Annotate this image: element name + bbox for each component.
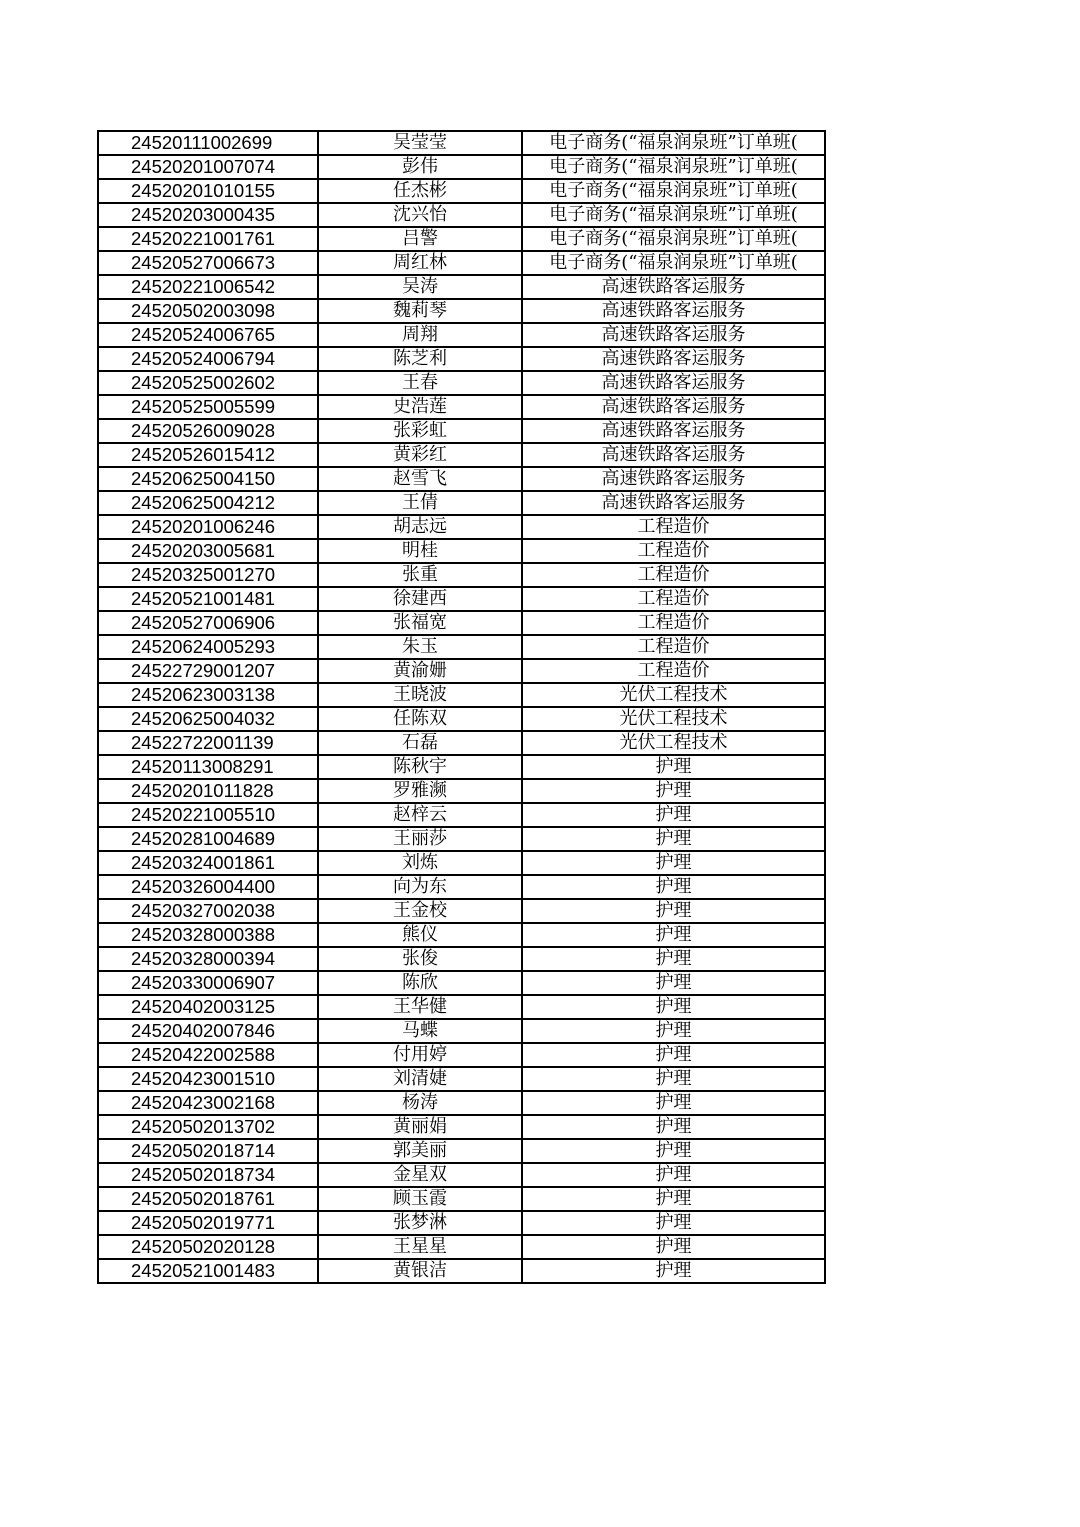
table-row bbox=[98, 635, 825, 659]
table-row bbox=[98, 443, 825, 467]
table-row bbox=[98, 1259, 825, 1283]
table-row bbox=[98, 947, 825, 971]
table-row bbox=[98, 395, 825, 419]
major-cell: 电子商务(“福泉润泉班”订单班( bbox=[522, 203, 825, 227]
exam-number-cell: 24520328000388 bbox=[98, 923, 318, 947]
exam-number-cell: 24520524006794 bbox=[98, 347, 318, 371]
exam-number-cell: 24520402007846 bbox=[98, 1019, 318, 1043]
student-name-cell: 黄渝姗 bbox=[318, 659, 522, 683]
table-row bbox=[98, 755, 825, 779]
major-cell: 电子商务(“福泉润泉班”订单班( bbox=[522, 179, 825, 203]
student-name-cell: 郭美丽 bbox=[318, 1139, 522, 1163]
exam-number-cell: 24520203000435 bbox=[98, 203, 318, 227]
student-name-cell: 王丽莎 bbox=[318, 827, 522, 851]
table-row bbox=[98, 1211, 825, 1235]
exam-number-cell: 24520525005599 bbox=[98, 395, 318, 419]
major-cell: 护理 bbox=[522, 947, 825, 971]
major-cell: 电子商务(“福泉润泉班”订单班( bbox=[522, 227, 825, 251]
exam-number-cell: 24520201011828 bbox=[98, 779, 318, 803]
student-name-cell: 向为东 bbox=[318, 875, 522, 899]
student-name-cell: 史浩莲 bbox=[318, 395, 522, 419]
major-cell: 高速铁路客运服务 bbox=[522, 299, 825, 323]
student-name-cell: 张俊 bbox=[318, 947, 522, 971]
table-row bbox=[98, 491, 825, 515]
major-cell: 护理 bbox=[522, 1259, 825, 1283]
table-row bbox=[98, 1067, 825, 1091]
exam-number-cell: 24520502018714 bbox=[98, 1139, 318, 1163]
table-row bbox=[98, 731, 825, 755]
major-cell: 护理 bbox=[522, 803, 825, 827]
major-cell: 护理 bbox=[522, 923, 825, 947]
major-cell: 高速铁路客运服务 bbox=[522, 371, 825, 395]
major-cell: 护理 bbox=[522, 851, 825, 875]
student-name-cell: 任陈双 bbox=[318, 707, 522, 731]
table-row bbox=[98, 131, 825, 155]
student-name-cell: 朱玉 bbox=[318, 635, 522, 659]
student-name-cell: 黄丽娟 bbox=[318, 1115, 522, 1139]
student-name-cell: 杨涛 bbox=[318, 1091, 522, 1115]
table-row bbox=[98, 659, 825, 683]
major-cell: 护理 bbox=[522, 1163, 825, 1187]
exam-number-cell: 24520525002602 bbox=[98, 371, 318, 395]
major-cell: 高速铁路客运服务 bbox=[522, 275, 825, 299]
major-cell: 护理 bbox=[522, 1211, 825, 1235]
table-row bbox=[98, 1019, 825, 1043]
student-name-cell: 王华健 bbox=[318, 995, 522, 1019]
student-name-cell: 赵雪飞 bbox=[318, 467, 522, 491]
table-row bbox=[98, 923, 825, 947]
major-cell: 护理 bbox=[522, 1139, 825, 1163]
table-row bbox=[98, 899, 825, 923]
exam-number-cell: 24520502018761 bbox=[98, 1187, 318, 1211]
exam-number-cell: 24520502018734 bbox=[98, 1163, 318, 1187]
table-row bbox=[98, 515, 825, 539]
major-cell: 护理 bbox=[522, 1043, 825, 1067]
major-cell: 高速铁路客运服务 bbox=[522, 419, 825, 443]
student-name-cell: 赵梓云 bbox=[318, 803, 522, 827]
major-cell: 护理 bbox=[522, 1187, 825, 1211]
student-name-cell: 黄银洁 bbox=[318, 1259, 522, 1283]
exam-number-cell: 24520201010155 bbox=[98, 179, 318, 203]
table-row bbox=[98, 227, 825, 251]
student-name-cell: 吕警 bbox=[318, 227, 522, 251]
student-name-cell: 熊仪 bbox=[318, 923, 522, 947]
major-cell: 工程造价 bbox=[522, 563, 825, 587]
major-cell: 工程造价 bbox=[522, 635, 825, 659]
student-name-cell: 张彩虹 bbox=[318, 419, 522, 443]
major-cell: 光伏工程技术 bbox=[522, 683, 825, 707]
table-row bbox=[98, 875, 825, 899]
table-row bbox=[98, 1091, 825, 1115]
table-row bbox=[98, 995, 825, 1019]
student-name-cell: 王倩 bbox=[318, 491, 522, 515]
exam-number-cell: 24520623003138 bbox=[98, 683, 318, 707]
student-name-cell: 周翔 bbox=[318, 323, 522, 347]
exam-number-cell: 24520526015412 bbox=[98, 443, 318, 467]
table-row bbox=[98, 779, 825, 803]
student-name-cell: 刘清婕 bbox=[318, 1067, 522, 1091]
exam-number-cell: 24520502019771 bbox=[98, 1211, 318, 1235]
student-name-cell: 胡志远 bbox=[318, 515, 522, 539]
major-cell: 护理 bbox=[522, 995, 825, 1019]
exam-number-cell: 24520201006246 bbox=[98, 515, 318, 539]
table-row bbox=[98, 251, 825, 275]
exam-number-cell: 24520521001481 bbox=[98, 587, 318, 611]
table-row bbox=[98, 299, 825, 323]
exam-number-cell: 24520326004400 bbox=[98, 875, 318, 899]
student-name-cell: 付用婷 bbox=[318, 1043, 522, 1067]
exam-number-cell: 24520201007074 bbox=[98, 155, 318, 179]
table-row bbox=[98, 467, 825, 491]
table-row bbox=[98, 1187, 825, 1211]
exam-number-cell: 24520423001510 bbox=[98, 1067, 318, 1091]
exam-number-cell: 24520221001761 bbox=[98, 227, 318, 251]
major-cell: 护理 bbox=[522, 1115, 825, 1139]
exam-number-cell: 24520327002038 bbox=[98, 899, 318, 923]
table-row bbox=[98, 1163, 825, 1187]
table-row bbox=[98, 1139, 825, 1163]
major-cell: 光伏工程技术 bbox=[522, 731, 825, 755]
exam-number-cell: 24520624005293 bbox=[98, 635, 318, 659]
student-name-cell: 吴涛 bbox=[318, 275, 522, 299]
major-cell: 护理 bbox=[522, 1091, 825, 1115]
table-row bbox=[98, 323, 825, 347]
exam-number-cell: 24520111002699 bbox=[98, 131, 318, 155]
student-name-cell: 陈秋宇 bbox=[318, 755, 522, 779]
table-row bbox=[98, 1235, 825, 1259]
table-row bbox=[98, 179, 825, 203]
exam-number-cell: 24520203005681 bbox=[98, 539, 318, 563]
student-roster-table bbox=[97, 130, 826, 1284]
exam-number-cell: 24520521001483 bbox=[98, 1259, 318, 1283]
student-name-cell: 王金校 bbox=[318, 899, 522, 923]
table-row bbox=[98, 275, 825, 299]
exam-number-cell: 24520330006907 bbox=[98, 971, 318, 995]
exam-number-cell: 24520422002588 bbox=[98, 1043, 318, 1067]
table-row bbox=[98, 1043, 825, 1067]
major-cell: 工程造价 bbox=[522, 587, 825, 611]
table-row bbox=[98, 419, 825, 443]
exam-number-cell: 24522722001139 bbox=[98, 731, 318, 755]
exam-number-cell: 24520625004150 bbox=[98, 467, 318, 491]
table-row bbox=[98, 155, 825, 179]
major-cell: 护理 bbox=[522, 971, 825, 995]
exam-number-cell: 24520502003098 bbox=[98, 299, 318, 323]
student-name-cell: 王星星 bbox=[318, 1235, 522, 1259]
student-name-cell: 周红林 bbox=[318, 251, 522, 275]
exam-number-cell: 24520281004689 bbox=[98, 827, 318, 851]
student-name-cell: 刘炼 bbox=[318, 851, 522, 875]
table-row bbox=[98, 971, 825, 995]
major-cell: 护理 bbox=[522, 875, 825, 899]
student-name-cell: 罗雅濒 bbox=[318, 779, 522, 803]
major-cell: 工程造价 bbox=[522, 659, 825, 683]
student-name-cell: 明桂 bbox=[318, 539, 522, 563]
major-cell: 电子商务(“福泉润泉班”订单班( bbox=[522, 131, 825, 155]
student-name-cell: 王春 bbox=[318, 371, 522, 395]
major-cell: 高速铁路客运服务 bbox=[522, 323, 825, 347]
major-cell: 护理 bbox=[522, 1019, 825, 1043]
exam-number-cell: 24520502020128 bbox=[98, 1235, 318, 1259]
exam-number-cell: 24520328000394 bbox=[98, 947, 318, 971]
major-cell: 护理 bbox=[522, 899, 825, 923]
exam-number-cell: 24520625004212 bbox=[98, 491, 318, 515]
student-name-cell: 彭伟 bbox=[318, 155, 522, 179]
table-row bbox=[98, 371, 825, 395]
major-cell: 高速铁路客运服务 bbox=[522, 443, 825, 467]
table-row bbox=[98, 803, 825, 827]
table-row bbox=[98, 611, 825, 635]
student-name-cell: 魏莉琴 bbox=[318, 299, 522, 323]
table-row bbox=[98, 1115, 825, 1139]
major-cell: 护理 bbox=[522, 755, 825, 779]
student-name-cell: 张梦淋 bbox=[318, 1211, 522, 1235]
exam-number-cell: 24520526009028 bbox=[98, 419, 318, 443]
major-cell: 护理 bbox=[522, 779, 825, 803]
table-row bbox=[98, 203, 825, 227]
student-name-cell: 吴莹莹 bbox=[318, 131, 522, 155]
student-name-cell: 石磊 bbox=[318, 731, 522, 755]
student-name-cell: 沈兴怡 bbox=[318, 203, 522, 227]
major-cell: 高速铁路客运服务 bbox=[522, 467, 825, 491]
table-row bbox=[98, 683, 825, 707]
exam-number-cell: 24520221006542 bbox=[98, 275, 318, 299]
major-cell: 光伏工程技术 bbox=[522, 707, 825, 731]
student-name-cell: 任杰彬 bbox=[318, 179, 522, 203]
table-row bbox=[98, 539, 825, 563]
student-name-cell: 张福宽 bbox=[318, 611, 522, 635]
exam-number-cell: 24520423002168 bbox=[98, 1091, 318, 1115]
major-cell: 工程造价 bbox=[522, 539, 825, 563]
major-cell: 护理 bbox=[522, 827, 825, 851]
student-name-cell: 金星双 bbox=[318, 1163, 522, 1187]
table-row bbox=[98, 587, 825, 611]
exam-number-cell: 24520324001861 bbox=[98, 851, 318, 875]
exam-number-cell: 24522729001207 bbox=[98, 659, 318, 683]
student-name-cell: 王晓波 bbox=[318, 683, 522, 707]
student-name-cell: 顾玉霞 bbox=[318, 1187, 522, 1211]
exam-number-cell: 24520325001270 bbox=[98, 563, 318, 587]
major-cell: 工程造价 bbox=[522, 611, 825, 635]
table-row bbox=[98, 347, 825, 371]
student-name-cell: 陈芝利 bbox=[318, 347, 522, 371]
major-cell: 高速铁路客运服务 bbox=[522, 395, 825, 419]
student-name-cell: 张重 bbox=[318, 563, 522, 587]
exam-number-cell: 24520527006673 bbox=[98, 251, 318, 275]
exam-number-cell: 24520625004032 bbox=[98, 707, 318, 731]
student-name-cell: 黄彩红 bbox=[318, 443, 522, 467]
major-cell: 高速铁路客运服务 bbox=[522, 347, 825, 371]
table-row bbox=[98, 851, 825, 875]
exam-number-cell: 24520113008291 bbox=[98, 755, 318, 779]
exam-number-cell: 24520402003125 bbox=[98, 995, 318, 1019]
student-name-cell: 徐建西 bbox=[318, 587, 522, 611]
exam-number-cell: 24520524006765 bbox=[98, 323, 318, 347]
major-cell: 护理 bbox=[522, 1067, 825, 1091]
major-cell: 电子商务(“福泉润泉班”订单班( bbox=[522, 155, 825, 179]
exam-number-cell: 24520527006906 bbox=[98, 611, 318, 635]
table-row bbox=[98, 563, 825, 587]
major-cell: 工程造价 bbox=[522, 515, 825, 539]
roster-body bbox=[98, 131, 825, 1283]
student-name-cell: 马蝶 bbox=[318, 1019, 522, 1043]
major-cell: 电子商务(“福泉润泉班”订单班( bbox=[522, 251, 825, 275]
exam-number-cell: 24520221005510 bbox=[98, 803, 318, 827]
major-cell: 高速铁路客运服务 bbox=[522, 491, 825, 515]
exam-number-cell: 24520502013702 bbox=[98, 1115, 318, 1139]
student-name-cell: 陈欣 bbox=[318, 971, 522, 995]
table-row bbox=[98, 707, 825, 731]
table-row bbox=[98, 827, 825, 851]
major-cell: 护理 bbox=[522, 1235, 825, 1259]
